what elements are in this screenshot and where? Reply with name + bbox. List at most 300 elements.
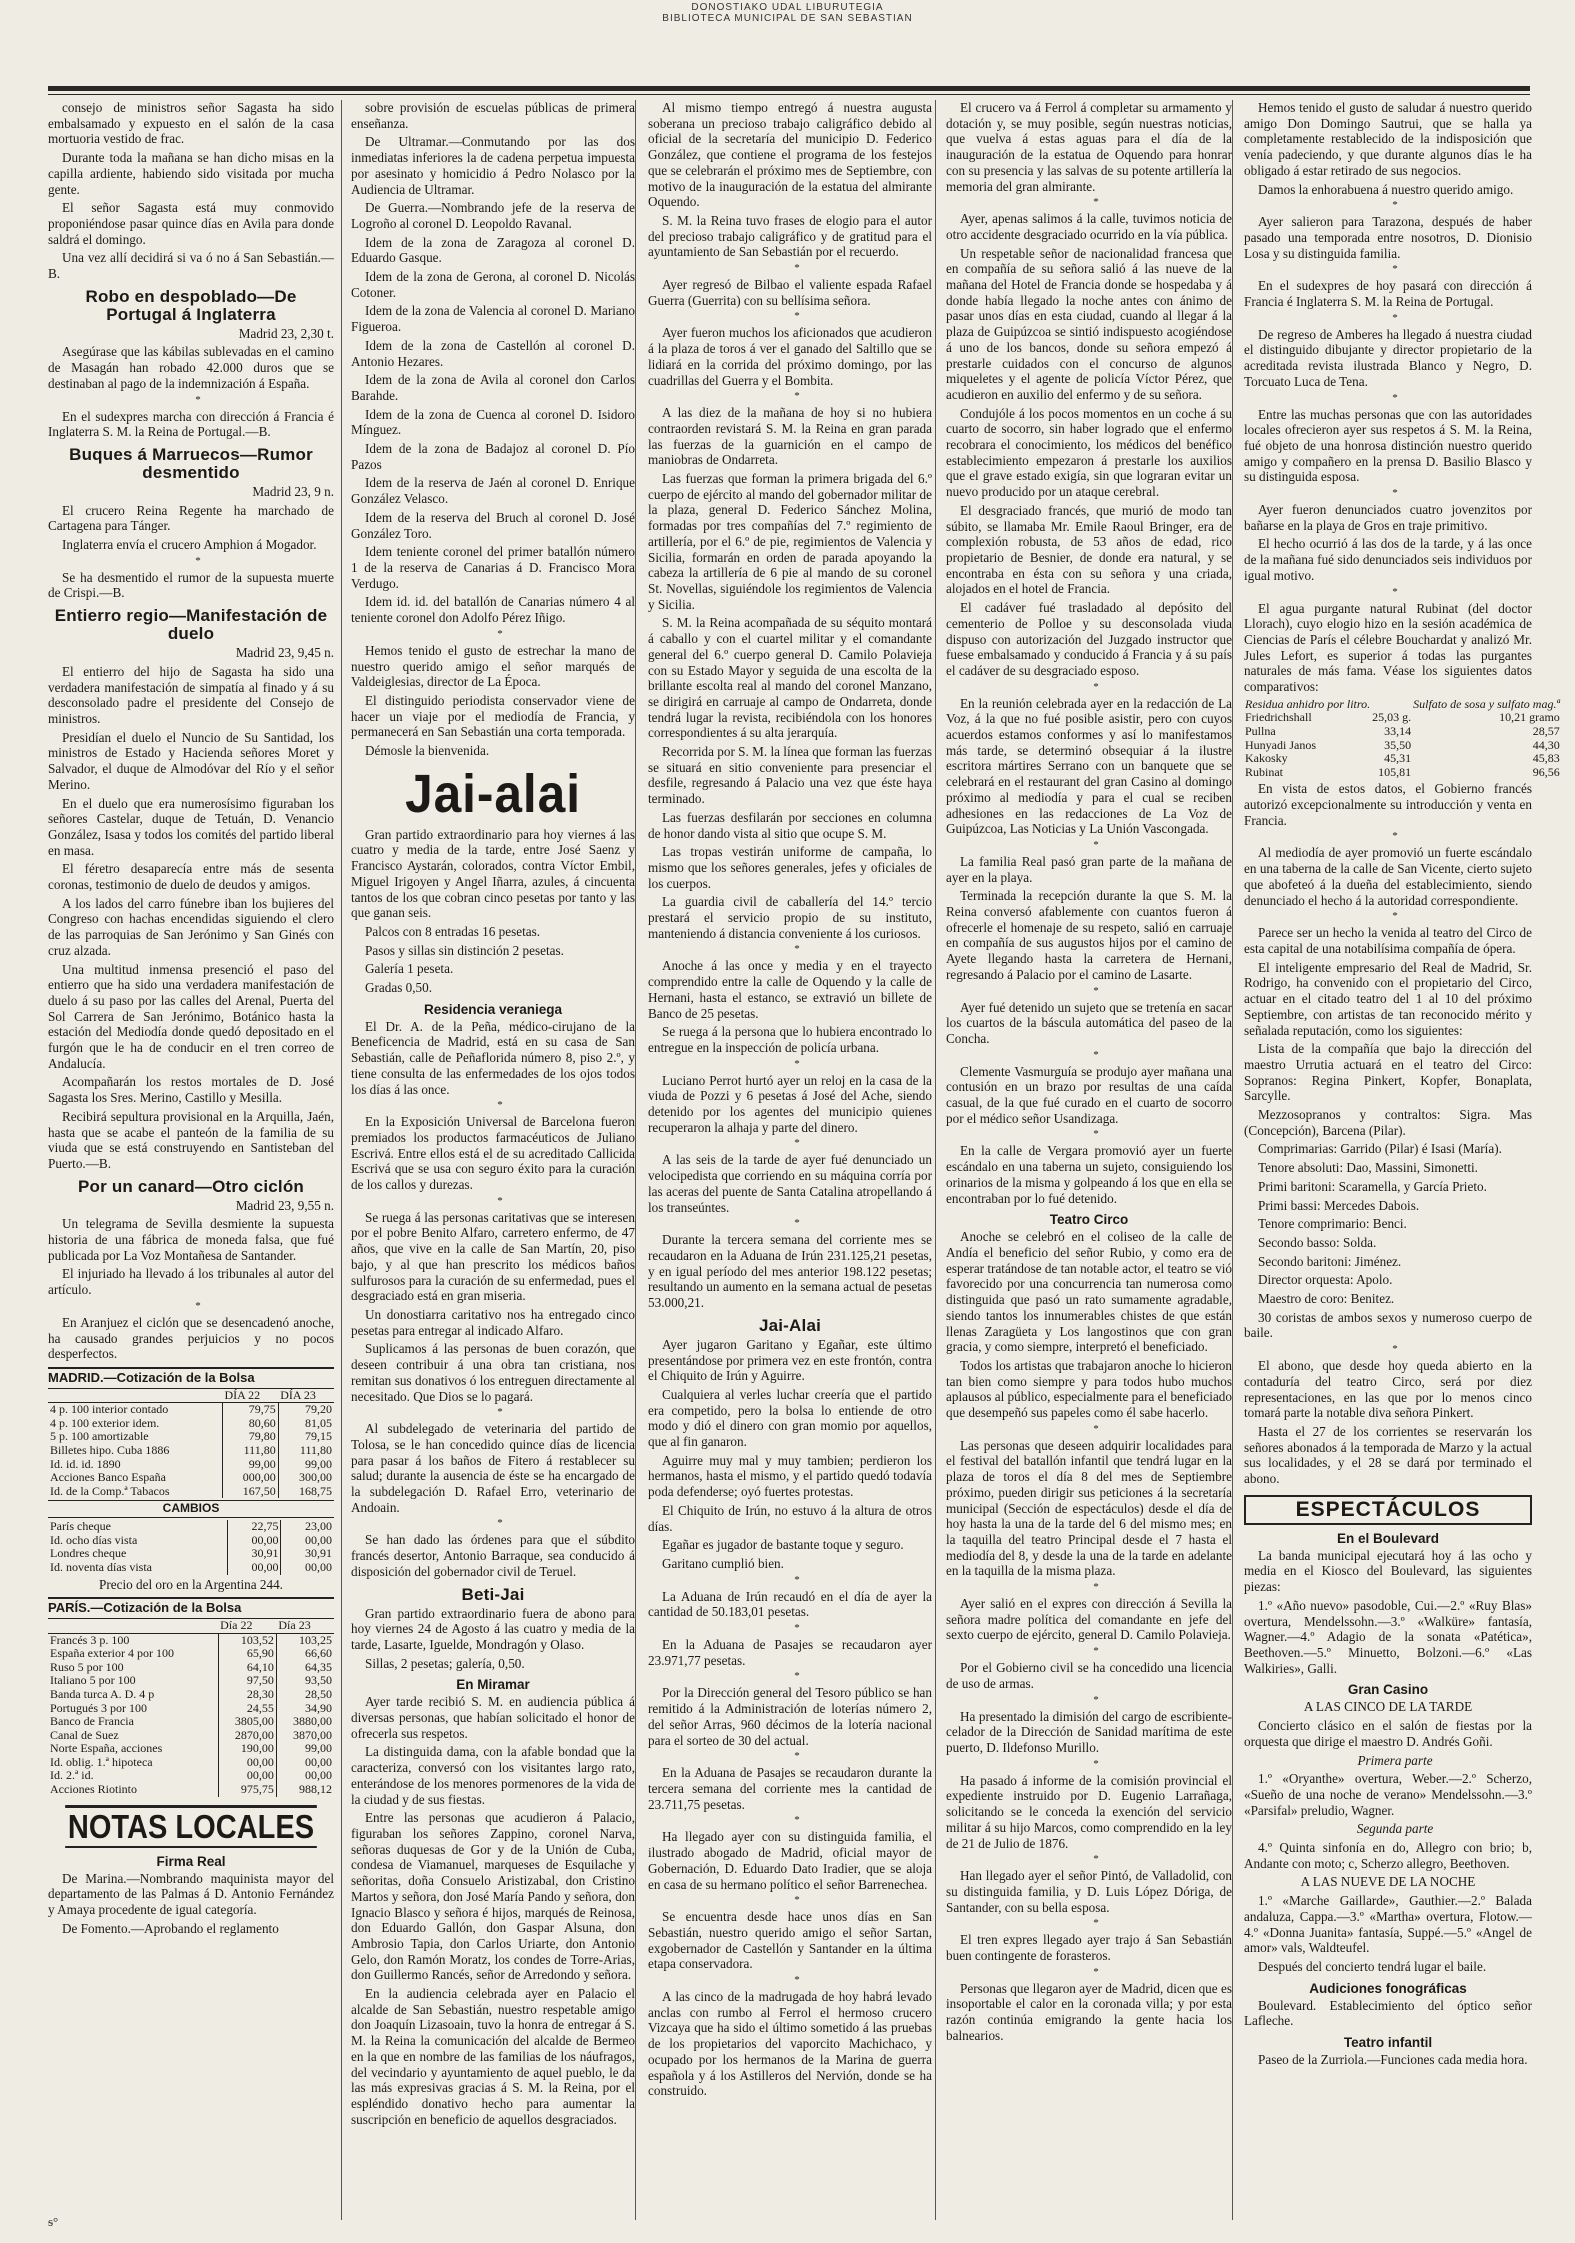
paragraph: Presidían el duelo el Nuncio de Su Santidad, los ministros de Estado y Hacienda señores Moret y Salvador, el duque de Almodóvar del Río y el señor Merino.	[48, 729, 334, 792]
paragraph: Gran partido extraordinario para hoy viernes á las cuatro y media de la tarde, entre José Saenz y Francisco Aystarán, colorados, contra Víctor Embil, Miguel Irigoyen y Angel Iñarra, azules, á cincuenta tantos de los que cobran cinco pesetas por tanto y las que ganan seis.	[351, 826, 635, 921]
paris-quote-row	[48, 1702, 334, 1716]
paragraph: Hasta el 27 de los corrientes se reservarán los señores abonados á la temporada de Marzo y la actual sus localidades, y el 28 se dará por terminado el abono.	[1244, 1423, 1532, 1487]
water-row	[1244, 739, 1561, 753]
paris-column-header: Día 22	[218, 1618, 276, 1633]
row-label: España exterior 4 por 100	[50, 1646, 174, 1661]
paragraph: Sillas, 2 pesetas; galería, 0,50.	[365, 1655, 525, 1671]
paragraph: Asegúrase que las kábilas sublevadas en el camino de Masagán han robado 42.000 duros que se destinaban al pago de la indemnización á España.	[48, 344, 334, 391]
paragraph: Terminada la recepción durante la que S. M. la Reina conversó afablemente con cuantos fueron á ofrecerle el homenaje de su respeto, salió en carruaje en compañía de sus augustos hijos por el camino de Ayete llegando hasta la carretera de Hernani, regresando á Palacio por el camino de Lasarte.	[946, 888, 1232, 982]
paragraph: Ayer fueron muchos los aficionados que acudieron á la plaza de toros á ver el ganado del Saltillo que se lidiará en la corrida del próximo domingo, por las cuadrillas del Guerra y el Bombita.	[648, 325, 932, 388]
row-value: 97,50	[218, 1674, 276, 1688]
paragraph: Damos la enhorabuena á nuestro querido amigo.	[1258, 181, 1514, 197]
paragraph: Entre las personas que acudieron á Palacio, figuraban los señores Zappino, coronel Narva, señoras duquesas de Gor y de la Unión de Cuba, condesa de Viamanuel, marqueses de Esquilache y señoritas, doña Consuelo Aristizabal, don Cristino Martos y señora, don José María Pando y señora, don Ignacio Blasco y señora é hijos, marqués de Reinosa, don Eduardo Gallón, don Gaspar Alsuna, don Ambrosio Tapia, don Carlos Uriarte, don Antonio Gelo, don Ramón Moratz, los condes de Torre-Arias, don Guillermo Rancés, señor de Arredondo y señora.	[351, 1810, 635, 1983]
paragraph: Se ha desmentido el rumor de la supuesta muerte de Crispi.—B.	[48, 569, 334, 601]
row-label: Londres cheque	[50, 1546, 127, 1561]
paragraph: La familia Real pasó gran parte de la mañana de ayer en la playa.	[946, 853, 1232, 885]
row-value: 80,60	[222, 1417, 278, 1431]
madrid-bolsa-title: MADRID.—Cotización de la Bolsa	[48, 1367, 334, 1386]
paragraph: S. M. la Reina tuvo frases de elogio para el autor del precioso trabajo caligráfico y de gratitud para el ayuntamiento de San Sebastián por el recuerdo.	[648, 212, 932, 260]
madrid-column-header: DÍA 22	[222, 1388, 278, 1403]
paragraph: Todos los artistas que trabajaron anoche lo hicieron tan bien como siempre y para todos hubo muchos aplausos al público, especialmente para el beneficiado que desempeñó sus papeles como él sabe hacerlo.	[946, 1357, 1232, 1421]
subheading: Teatro Circo	[1049, 1212, 1129, 1228]
row-value: 22,75	[227, 1520, 281, 1534]
row-value: 975,75	[218, 1783, 276, 1797]
row-value: 79,20	[278, 1403, 334, 1417]
water-value: 105,81	[1378, 764, 1412, 779]
asterism: *	[497, 1517, 503, 1530]
paragraph: Lista de la compañía que bajo la dirección del maestro Urrutia actuará en el teatro del Circo: Sopranos: Regina Pinkert, Kopfer, Bonaplata, Sarcylle.	[1244, 1041, 1532, 1104]
paragraph: Primi baritoni: Scaramella, y García Prieto.	[1258, 1178, 1487, 1194]
row-value: 30,91	[281, 1547, 334, 1561]
paragraph: Hemos tenido el gusto de estrechar la mano de nuestro querido amigo el señor marqués de Valdeiglesias, director de La Época.	[351, 642, 635, 690]
paragraph: Gran partido extraordinario fuera de abono para hoy viernes 24 de Agosto á las cuatro y media de la tarde, Lasarte, Iguelde, Mondragón y Olaso.	[351, 1605, 635, 1652]
row-value: 190,00	[218, 1742, 276, 1756]
paragraph: El crucero va á Ferrol á completar su armamento y dotación y, se muy posible, según nuestras noticias, que vuelva á estas aguas para el día de la inauguración de la estatua de Oquendo para honrar con su presencia y las salvas de su potente artillería la memoria del gran almirante.	[946, 100, 1232, 194]
stamp-line-1: DONOSTIAKO UDAL LIBURUTEGIA	[691, 2, 884, 13]
water-row	[1244, 711, 1561, 725]
paragraph: Primi bassi: Mercedes Dabois.	[1258, 1197, 1420, 1213]
row-value: 34,90	[276, 1702, 334, 1716]
water-value: 45,83	[1532, 751, 1560, 766]
asterism: *	[1392, 1343, 1398, 1356]
column-1	[48, 100, 334, 2225]
paragraph: Las fuerzas desfilarán por secciones en columna de honor dando vista al sitio que ocupe S. M.	[648, 809, 932, 841]
paragraph: Idem de la zona de Gerona, al coronel D. Nicolás Cotoner.	[351, 269, 635, 300]
paragraph: Pasos y sillas sin distinción 2 pesetas.	[365, 942, 564, 958]
paris-bolsa-table	[48, 1618, 334, 1797]
asterism: *	[794, 1137, 800, 1150]
subheading: Firma Real	[156, 1853, 226, 1869]
asterism: *	[1093, 1693, 1099, 1706]
paragraph: Un respetable señor de nacionalidad francesa que en compañía de su señora salió á las nueve de la mañana del Hotel de Francia donde se hospedaba y á donde había llegado la noche antes con ánimo de pasar unos días en esta ciudad, cuando al llegar á la plaza de Guipúzcoa se sintió indispuesto acogiéndose á uno de los bancos, donde su señora empezó á prestarle cuidados con el concurso de algunos miqueletes y el agente de policía Víctor Pérez, que acudieron en auxilio del enfermo y de su señora.	[946, 245, 1232, 402]
row-label: 5 p. 100 amortizable	[50, 1429, 149, 1444]
row-value: 24,55	[218, 1702, 276, 1716]
water-value: 45,31	[1384, 751, 1412, 766]
paragraph: 30 coristas de ambos sexos y numeroso cuerpo de baile.	[1244, 1309, 1532, 1341]
paragraph: Tenore comprimario: Benci.	[1258, 1216, 1407, 1232]
paragraph: Por la Dirección general del Tesoro público se han remitido á la Administración de loterías número 2, del señor Arras, 960 décimos de la lotería nacional para el sorteo de 30 del actual.	[648, 1685, 932, 1748]
paragraph: Concierto clásico en el salón de fiestas por la orquesta que dirige el maestro D. Andrés Goñi.	[1244, 1718, 1532, 1749]
asterism: *	[794, 1622, 800, 1635]
row-label: Canal de Suez	[50, 1727, 119, 1742]
subheading: Audiciones fonográficas	[1309, 1980, 1467, 1996]
paragraph: Al mediodía de ayer promovió un fuerte escándalo en una taberna de la calle de San Vicente, cierto sujeto que abofeteó á la dueña del establecimiento, siendo denunciado el hecho á la autoridad correspondiente.	[1244, 845, 1532, 908]
precio-oro: Precio del oro en la Argentina 244.	[99, 1576, 283, 1592]
water-row	[1244, 752, 1561, 766]
paragraph: En la calle de Vergara promovió ayer un fuerte escándalo en una taberna un sujeto, consiguiendo los orinarios de la misma y golpeando á los que en ella se encontraban por lo fué detenido.	[946, 1143, 1232, 1206]
row-value: 00,00	[227, 1561, 281, 1575]
paragraph: Una multitud inmensa presenció el paso del entierro que ha sido una verdadera manifestación de duelo á su paso por las calles del Arenal, Puerta del Sol Carrera de San Jerónimo, Botánico hasta la estación del Mediodía donde quedó depositado en el furgón que le ha de conducir en el tren correo de Andalucía.	[48, 961, 334, 1071]
paragraph: Palcos con 8 entradas 16 pesetas.	[365, 923, 541, 939]
paragraph: El cadáver fué trasladado al depósito del cementerio de Polloe y su desconsolada viuda dispuso con autorización del Juzgado instructor que fuese embalsamado y conducido á Francia y á su país el cadáver de su desgraciado esposo.	[946, 600, 1232, 678]
row-value: 103,52	[218, 1633, 276, 1647]
row-label: 4 p. 100 interior contado	[50, 1402, 169, 1417]
row-label: Acciones Banco España	[50, 1470, 166, 1485]
page-folio: ᵴ°	[48, 2214, 59, 2229]
paris-quote-row	[48, 1674, 334, 1688]
top-rule	[48, 86, 1530, 91]
row-value: 99,00	[276, 1742, 334, 1756]
paragraph: El crucero Reina Regente ha marchado de Cartagena para Tánger.	[48, 502, 334, 534]
subheading: Gran Casino	[1347, 1682, 1429, 1698]
row-value: 30,91	[227, 1547, 281, 1561]
asterism: *	[195, 393, 201, 406]
asterism: *	[1392, 199, 1398, 212]
paragraph: La banda municipal ejecutará hoy á las ocho y media en el Kiosco del Boulevard, las siguientes piezas:	[1244, 1547, 1532, 1595]
paragraph: En el sudexpres marcha con dirección á Francia é Inglaterra S. M. la Reina de Portugal.—B.	[48, 408, 334, 440]
paragraph: El señor Sagasta está muy conmovido proponiéndose pasar quince días en Avila para donde saldrá el domingo.	[48, 200, 334, 247]
paragraph: De Guerra.—Nombrando jefe de la reserva de Logroño al coronel D. Leopoldo Ravanal.	[351, 200, 635, 231]
paragraph: Idem de la zona de Avila al coronel don Carlos Barahde.	[351, 372, 635, 403]
paragraph: Ayer salió en el expres con dirección á Sevilla la señora madre política del comandante en jefe del sexto cuerpo de ejército, general D. Camilo Polavieja.	[946, 1596, 1232, 1643]
paragraph: El desgraciado francés, que murió de modo tan súbito, se llamaba Mr. Emile Raoul Bringer, era de complexión robusta, de 53 años de edad, rico propietario de Besnier, de donde era natural, y se encontraba en ésta con su señora y una criada, alojados en el hotel de Francia.	[946, 502, 1232, 597]
paris-quote-row	[48, 1688, 334, 1702]
column-4	[946, 100, 1232, 2225]
water-row	[1244, 766, 1561, 780]
row-label: Banco de Francia	[50, 1714, 134, 1729]
water-value: 35,50	[1384, 737, 1412, 752]
paragraph: Idem id. id. del batallón de Canarias número 4 al teniente coronel don Adolfo Pérez Iñigo.	[351, 594, 635, 626]
water-name: Hunyadi Janos	[1245, 737, 1316, 752]
water-header-residuo: Residua anhidro por litro.	[1245, 696, 1371, 711]
row-value: 3880,00	[276, 1715, 334, 1729]
paragraph: Las personas que deseen adquirir localidades para el festival del batallón infantil que tendrá lugar en la plaza de toros el día 8 del mes de Septiembre próximo, pueden dirigir sus peticiones á la secretaría municipal (Sección de espectáculos) desde el día de hoy hasta la una de la tarde del 6 del mismo mes; en la taquilla del teatro Principal desde el 7 hasta el mediodía del 8, y desde la una de la tarde en adelante en la taquilla de la misma plaza.	[946, 1437, 1232, 1579]
paragraph: Después del concierto tendrá lugar el baile.	[1258, 1958, 1487, 1974]
asterism: *	[794, 390, 800, 403]
paragraph: Ayer regresó de Bilbao el valiente espada Rafael Guerra (Guerrita) con su bellísima señora.	[648, 277, 932, 308]
row-value: 65,90	[218, 1647, 276, 1661]
paragraph: Idem de la reserva de Jaén al coronel D. Enrique González Velasco.	[351, 475, 635, 507]
paragraph: Luciano Perrot hurtó ayer un reloj en la casa de la viuda de Pozzi y 6 pesetas á José del Ache, siendo detenido por los agentes del municipio quienes recuperaron la alhaja y parte del dinero.	[648, 1072, 932, 1135]
water-name: Kakosky	[1245, 751, 1288, 766]
paragraph: Idem de la zona de Valencia al coronel D. Mariano Figueroa.	[351, 303, 635, 335]
paragraph: Anoche á las once y media y en el trayecto comprendido entre la calle de Oquendo y la calle de Hernani, hasta el estanco, se extravió un billete de Banco de 25 pesetas.	[648, 958, 932, 1021]
row-value: 00,00	[281, 1534, 334, 1548]
paragraph: En la audiencia celebrada ayer en Palacio el alcalde de San Sebastián, nuestro respetable amigo don Joaquín Lizasoain, tuvo la honra de entregar á S. M. la Reina la comunicación del alcalde de Bermeo en la que en nombre de las familias de los náufragos, del vecindario y ayuntamiento de aquel pueblo, le da las más expresivas gracias á S. M. la Reina, por el espléndido donativo hecho para aumentar la suscripción en beneficio de aquellos desgraciados.	[351, 1986, 635, 2127]
paragraph: Idem de la zona de Castellón al coronel D. Antonio Hezares.	[351, 337, 635, 369]
paragraph: Idem teniente coronel del primer batallón número 1 de la reserva de Canarias á D. Francisco Mora Verdugo.	[351, 544, 635, 591]
row-label: Id. noventa días vista	[50, 1559, 152, 1574]
asterism: *	[497, 1194, 503, 1207]
asterism: *	[794, 1974, 800, 1987]
paragraph: En la Exposición Universal de Barcelona fueron premiados los productos farmacéuticos de Juliano Escrivá. Entre ellos está el de su acreditado Callicida Escrivá que se usa con seguro éxito para la curación de los callos y durezas.	[351, 1114, 635, 1193]
row-label: Billetes hipo. Cuba 1886	[50, 1443, 170, 1458]
part-heading: Segunda parte	[1356, 1821, 1434, 1837]
paris-quote-row	[48, 1715, 334, 1729]
paragraph: A las diez de la mañana de hoy si no hubiera contraorden revistará S. M. la Reina en gran parada las fuerzas de la guarnición en el campo de maniobras de Ondarreta.	[648, 405, 932, 468]
paragraph: La Aduana de Irún recaudó en el día de ayer la cantidad de 50.183,01 pesetas.	[648, 1588, 932, 1620]
paragraph: Tenore absoluti: Dao, Massini, Simonetti.	[1258, 1160, 1478, 1176]
top-rule-thin	[48, 94, 1530, 95]
paris-quote-row	[48, 1729, 334, 1743]
paragraph: Director orquesta: Apolo.	[1258, 1272, 1393, 1288]
paragraph: Parece ser un hecho la venida al teatro del Circo de esta capital de una notabilísima compañía de ópera.	[1244, 925, 1532, 956]
madrid-column-header: DÍA 23	[278, 1388, 334, 1403]
asterism: *	[794, 1670, 800, 1683]
row-value: 988,12	[276, 1783, 334, 1797]
madrid-quote-row	[48, 1417, 334, 1431]
paragraph: Ayer salieron para Tarazona, después de haber pasado una temporada entre nosotros, D. Dionisio Losa y su distinguida familia.	[1244, 214, 1532, 261]
asterism: *	[1093, 1581, 1099, 1594]
row-value: 00,00	[276, 1769, 334, 1783]
asterism: *	[1093, 1853, 1099, 1866]
asterism: *	[1093, 1757, 1099, 1770]
dateline: Madrid 23, 9,55 n.	[235, 1197, 334, 1213]
row-label: Id. oblig. 1.ª hipoteca	[50, 1754, 153, 1769]
paragraph: Gradas 0,50.	[365, 980, 433, 996]
row-value: 64,10	[218, 1661, 276, 1675]
asterism: *	[497, 627, 503, 640]
row-label: Italiano 5 por 100	[50, 1673, 136, 1688]
paragraph: Mezzosopranos y contraltos: Sigra. Mas (Concepción), Barcena (Pilar).	[1244, 1107, 1532, 1138]
paragraph: La guardia civil de caballería del 14.º tercio prestará el servicio propio de su instituto, manteniendo á distancia conveniente á los curiosos.	[648, 894, 932, 941]
paragraph: Una vez allí decidirá si va ó no á San Sebastián.—B.	[48, 250, 334, 282]
paris-quote-row	[48, 1647, 334, 1661]
paragraph: Cualquiera al verles luchar creería que el partido era competido, pero la bolsa lo entiende de otro modo y dió el dinero con gran momio por aquellos, que al fin ganaron.	[648, 1386, 932, 1450]
asterism: *	[1093, 1048, 1099, 1061]
columns	[48, 100, 1560, 2225]
paragraph: A los lados del carro fúnebre iban los bujieres del Congreso con hachas encendidas siguiendo el clero de las parroquias de San Jerónimo y San Ginés con cruz alzada.	[48, 895, 334, 958]
madrid-quote-row	[48, 1403, 334, 1417]
cambios-title: CAMBIOS	[48, 1500, 334, 1518]
row-value: 3805,00	[218, 1715, 276, 1729]
dateline: Madrid 23, 2,30 t.	[238, 325, 334, 341]
column-2	[351, 100, 635, 2225]
paragraph: El abono, que desde hoy queda abierto en la contaduría del teatro Circo, será por diez representaciones, en las que por lo menos cinco tomará parte la notable diva señora Pinkert.	[1244, 1358, 1532, 1421]
water-name: Pullna	[1245, 723, 1276, 738]
headline: Beti-Jai	[461, 1584, 525, 1604]
asterism: *	[1093, 1645, 1099, 1658]
row-label: Id. id. id. 1890	[50, 1456, 121, 1471]
paragraph: sobre provisión de escuelas públicas de primera enseñanza.	[351, 100, 635, 131]
water-value: 10,21 gramo	[1499, 710, 1560, 725]
asterism: *	[1392, 910, 1398, 923]
row-value: 103,25	[276, 1633, 334, 1647]
paris-quote-row	[48, 1742, 334, 1756]
asterism: *	[1392, 830, 1398, 843]
jai-alai-title: Jai-alai	[405, 763, 581, 824]
madrid-bolsa-table	[48, 1388, 334, 1499]
asterism: *	[497, 1406, 503, 1419]
paragraph: Paseo de la Zurriola.—Funciones cada media hora.	[1258, 2052, 1528, 2068]
asterism: *	[1093, 680, 1099, 693]
asterism: *	[1093, 984, 1099, 997]
water-value: 96,56	[1532, 764, 1560, 779]
paragraph: El distinguido periodista conservador viene de hacer un viaje por el mediodía de Francia, y permanecerá en San Sebastián una corta temporada.	[351, 692, 635, 740]
asterism: *	[1392, 391, 1398, 404]
asterism: *	[794, 1814, 800, 1827]
row-value: 99,00	[278, 1458, 334, 1472]
asterism: *	[1093, 838, 1099, 851]
paragraph: El hecho ocurrió á las dos de la tarde, y á las once de la mañana fué sido denunciados seis individuos por igual motivo.	[1244, 536, 1532, 583]
paragraph: A las seis de la tarde de ayer fué denunciado un velocipedista que corriendo en su máquina corría por las aceras del puente de Santa Catalina atropellando á los transeúntes.	[648, 1152, 932, 1215]
paragraph: Un telegrama de Sevilla desmiente la supuesta historia de una fábrica de moneda falsa, que fué publicada por La Voz Montañesa de Santander.	[48, 1216, 334, 1263]
paragraph: En el sudexpres de hoy pasará con dirección á Francia é Inglaterra S. M. la Reina de Portugal.	[1244, 278, 1532, 310]
row-label: Norte España, acciones	[50, 1741, 163, 1756]
paragraph: Ayer jugaron Garitano y Egañar, este último presentándose por primera vez en este frontón, contra el Chiquito de Irún y Aguirre.	[648, 1336, 932, 1384]
paragraph: El féretro desaparecía entre más de sesenta coronas, testimonio de duelo de deudos y amigos.	[48, 861, 334, 893]
paragraph: El injuriado ha llevado á los tribunales al autor del artículo.	[48, 1266, 334, 1298]
row-value: 111,80	[278, 1444, 334, 1458]
paragraph: Aguirre muy mal y muy tambien; perdieron los hermanos, hasta el mismo, y el partido quedó todavía poda defenderse; oyó fuertes protestas.	[648, 1452, 932, 1500]
cambios-row	[48, 1547, 334, 1561]
paris-bolsa-title: PARÍS.—Cotización de la Bolsa	[48, 1597, 334, 1616]
paragraph: Idem de la reserva del Bruch al coronel D. José González Toro.	[351, 509, 635, 541]
time-heading: A LAS NUEVE DE LA NOCHE	[1300, 1874, 1476, 1890]
headline: Jai-Alai	[758, 1315, 822, 1335]
paragraph: Durante la tercera semana del corriente mes se recaudaron en la Aduana de Irún 231.125,21 pesetas, y en igual período del mes anterior 198.122 pesetas; resultando un aumento en la semana actual de pesetas 53.000,21.	[648, 1232, 932, 1311]
row-label: Ruso 5 por 100	[50, 1659, 124, 1674]
asterism: *	[1093, 1422, 1099, 1435]
water-name: Friedrichshall	[1245, 710, 1312, 725]
subheading: Residencia veraniega	[423, 1001, 563, 1017]
column-5	[1244, 100, 1560, 2225]
subheading: Teatro infantil	[1343, 2035, 1433, 2051]
paragraph: El tren expres llegado ayer trajo á San Sebastián buen contingente de forasteros.	[946, 1932, 1232, 1964]
row-label: Id. de la Comp.ª Tabacos	[50, 1483, 170, 1498]
cambios-row	[48, 1561, 334, 1575]
paragraph: Egañar es jugador de bastante toque y seguro.	[662, 1537, 904, 1553]
paragraph: Maestro de coro: Benitez.	[1258, 1291, 1395, 1307]
paris-quote-row	[48, 1661, 334, 1675]
cambios-row	[48, 1520, 334, 1534]
paragraph: En la Aduana de Pasajes se recaudaron ayer 23.971,77 pesetas.	[648, 1637, 932, 1668]
paragraph: Clemente Vasmurguía se produjo ayer mañana una contusión en un brazo por resultas de una caída casual, de la que fué curado en el cuarto de socorro por el médico señor Usandizaga.	[946, 1063, 1232, 1126]
paragraph: Boulevard. Establecimiento del óptico señor Lafleche.	[1244, 1997, 1532, 2029]
library-stamp	[0, 2, 1575, 24]
row-label: París cheque	[50, 1519, 111, 1534]
row-value: 168,75	[278, 1485, 334, 1499]
paragraph: Idem de la zona de Zaragoza al coronel D. Eduardo Gasque.	[351, 234, 635, 266]
row-value: 167,50	[222, 1485, 278, 1499]
asterism: *	[497, 1099, 503, 1112]
paragraph: Personas que llegaron ayer de Madrid, dicen que es insoportable el calor en la coronada villa; y por esta razón continúa emigrando la gente hacia los balnearios.	[946, 1980, 1232, 2043]
asterism: *	[794, 1750, 800, 1763]
paragraph: Démosle la bienvenida.	[365, 743, 490, 759]
paragraph: Condujóle á los pocos momentos en un coche á su cuarto de socorro, sin haber logrado que el enfermo recobrara el conocimiento, los médicos del benéfico establecimiento empezaron á prestarle los auxilios que el grave estado exigía, sin que lograran evitar un nuevo producido por un ataque cerebral.	[946, 405, 1232, 500]
espectaculos-title: ESPECTÁCULOS	[1244, 1495, 1532, 1525]
paragraph: Se han dado las órdenes para que el súbdito francés desertor, Antonio Barraque, sea conducido á disposición del gobernador civil de Teruel.	[351, 1532, 635, 1579]
row-value: 64,35	[276, 1661, 334, 1675]
column-3	[648, 100, 932, 2225]
asterism: *	[1093, 1965, 1099, 1978]
asterism: *	[1093, 1917, 1099, 1930]
headline: Entierro regio—Manifestación de duelo	[54, 606, 328, 644]
paragraph: De Fomento.—Aprobando el reglamento	[62, 1920, 279, 1936]
asterism: *	[1392, 487, 1398, 500]
row-value: 00,00	[276, 1756, 334, 1770]
row-value: 66,60	[276, 1647, 334, 1661]
paragraph: Por el Gobierno civil se ha concedido una licencia de uso de armas.	[946, 1660, 1232, 1691]
asterism: *	[195, 1299, 201, 1312]
paragraph: Idem de la zona de Badajoz al coronel D. Pío Pazos	[351, 441, 635, 472]
paris-quote-row	[48, 1756, 334, 1770]
time-heading: A LAS CINCO DE LA TARDE	[1303, 1699, 1473, 1715]
asterism: *	[794, 262, 800, 275]
paragraph: Ayer, apenas salimos á la calle, tuvimos noticia de otro accidente desgraciado ocurrido en la vía pública.	[946, 211, 1232, 242]
water-row	[1244, 725, 1561, 739]
paragraph: El agua purgante natural Rubinat (del doctor Llorach), cuyo elogio hizo en la sesión académica de Ciencias de París el célebre Bouchardat y analizó Mr. Jules Lefort, es superior á todas las purgantes naturales de más fama. Véase los siguientes datos comparativos:	[1244, 600, 1532, 695]
water-name: Rubinat	[1245, 764, 1283, 779]
paris-quote-row	[48, 1783, 334, 1797]
headline: Buques á Marruecos—Rumor desmentido	[69, 444, 313, 482]
paragraph: Garitano cumplió bien.	[662, 1555, 784, 1571]
paragraph: El entierro del hijo de Sagasta ha sido una verdadera manifestación de simpatía al finado y á su desconsolado padre el presidente del Consejo de ministros.	[48, 663, 334, 726]
paris-quote-row	[48, 1633, 334, 1647]
water-value: 44,30	[1532, 737, 1560, 752]
row-value: 93,50	[276, 1674, 334, 1688]
water-value: 25,03 g.	[1372, 710, 1412, 725]
asterism: *	[794, 1894, 800, 1907]
row-value: 00,00	[227, 1534, 281, 1548]
asterism: *	[794, 1057, 800, 1070]
row-value: 79,15	[278, 1430, 334, 1444]
row-label: Francés 3 p. 100	[50, 1632, 130, 1647]
row-value: 23,00	[281, 1520, 334, 1534]
madrid-quote-row	[48, 1458, 334, 1472]
paragraph: Al subdelegado de veterinaria del partido de Tolosa, se le han concedido quince días de licencia para pasar á los baños de Fitero á restablecer su salud; durante la ausencia de éste se ha encargado de la subdelegación D. Rafael Erro, veterinario de Andoain.	[351, 1421, 635, 1515]
paragraph: Entre las muchas personas que con las autoridades locales ofrecieron ayer sus respetos á S. M. la Reina, fué objeto de una honrosa distinción nuestro querido amigo y compañero en la prensa D. Basilio Blasco y su distinguida esposa.	[1244, 406, 1532, 485]
row-value: 28,50	[276, 1688, 334, 1702]
paragraph: Hemos tenido el gusto de saludar á nuestro querido amigo Don Domingo Sautrui, que se halla ya completamente restablecido de la indisposición que venía padeciendo, y que durante algunos días le ha obligado á estar retirado de sus negocios.	[1244, 100, 1532, 178]
madrid-quote-row	[48, 1485, 334, 1499]
paragraph: Secondo basso: Solda.	[1258, 1234, 1377, 1250]
asterism: *	[195, 554, 201, 567]
water-value: 33,14	[1384, 723, 1412, 738]
paragraph: Se ruega á la persona que lo hubiera encontrado lo entregue en la inspección de policía urbana.	[648, 1024, 932, 1055]
paragraph: Se ruega á las personas caritativas que se interesen por el pobre Benito Alfaro, carretero enfermo, de 47 años, que vive en la calle de San Martín, 20, piso bajo, y al que han prescrito los médicos baños sulfurosos para la curación de su enfermedad, pues el desgraciado está en gran miseria.	[351, 1209, 635, 1304]
water-header-sulfato: Sulfato de sosa y sulfato mag.ª	[1413, 696, 1560, 711]
paragraph: Idem de la zona de Cuenca al coronel D. Isidoro Mínguez.	[351, 406, 635, 438]
dateline: Madrid 23, 9,45 n.	[235, 645, 334, 661]
madrid-column-header	[48, 1388, 222, 1403]
paragraph: Inglaterra envía el crucero Amphion á Mogador.	[62, 537, 317, 553]
paragraph: 1.º «Marche Gaillarde», Gauthier.—2.º Balada andaluza, Cappa.—3.º «Martha» overtura, Flotow.—4.º «Donna Juanita» fantasía, Suppé.—5.º «Angel de amor» vals, Waldteufel.	[1244, 1893, 1532, 1956]
paragraph: Ayer fué detenido un sujeto que se tretenía en sacar los cuartos de la báscula automática del paseo de la Concha.	[946, 999, 1232, 1046]
part-heading: Primera parte	[1357, 1752, 1433, 1768]
paragraph: Un donostiarra caritativo nos ha entregado cinco pesetas para entregar al indicado Alfaro.	[351, 1307, 635, 1338]
water-value: 28,57	[1532, 723, 1560, 738]
paragraph: Las fuerzas que forman la primera brigada del 6.º cuerpo de ejército al mando del gobernador militar de la plaza, general D. Federico Sánchez Molina, formadas por tres compañías del 7.º regimiento de artillería, por el 6.º de pie, regimientos de Valencia y Sicilia, formarán en orden de parada apoyando la cabeza la artillería de 6 pie al mando de su coronel St. Novellas, siguiéndole los regimientos de Valencia y Sicilia.	[648, 471, 932, 612]
paragraph: Ha presentado la dimisión del cargo de escribiente-celador de la Dirección de Sanidad marítima de este puerto, D. Ildefonso Murillo.	[946, 1708, 1232, 1755]
dateline: Madrid 23, 9 n.	[252, 483, 334, 499]
paris-column-header	[48, 1618, 218, 1633]
row-label: Banda turca A. D. 4 p	[50, 1686, 155, 1701]
paragraph: S. M. la Reina acompañada de su séquito montará á caballo y con el cuartel militar y el comandante general del 6.º cuerpo general D. Camilo Polavieja con su Estado Mayor y seguida de una escolta de la brillante escolta real al mando del coronel Manzano, se dirigirá en carruaje al campo de Ondarreta, donde tendrá lugar la revista, recibiéndola con los honores correspondientes á su alta jerarquía.	[648, 615, 932, 741]
row-label: Id. 2.ª id.	[50, 1768, 94, 1783]
paragraph: 1.º «Oryanthe» overtura, Weber.—2.º Scherzo, «Sueño de una noche de verano» Mendelssohn.—3.º «Parsifal» preludio, Wagner.	[1244, 1771, 1532, 1818]
notas-locales-title: NOTAS LOCALES	[65, 1805, 317, 1848]
paragraph: Suplicamos á las personas de buen corazón, que deseen contribuir á una obra tan cristiana, nos remitan sus donativos ó los entreguen directamente al necesitado. Que Dios se lo pagará.	[351, 1341, 635, 1404]
asterism: *	[794, 943, 800, 956]
cambios-row	[48, 1534, 334, 1548]
asterism: *	[794, 1217, 800, 1230]
paragraph: Las tropas vestirán uniforme de campaña, lo mismo que los señores generales, jefes y oficiales de los cuerpos.	[648, 844, 932, 891]
row-value: 00,00	[218, 1769, 276, 1783]
paragraph: El Dr. A. de la Peña, médico-cirujano de la Beneficencia de Madrid, está en su casa de San Sebastián, calle de Peñaflorida número 8, piso 2.º, y tiene consulta de las enfermedades de los ojos todos los días á las once.	[351, 1018, 635, 1097]
row-value: 00,00	[218, 1756, 276, 1770]
paragraph: Han llegado ayer el señor Pintó, de Valladolid, con su distinguida familia, y D. Luis López Dóriga, de Santander, con su bella esposa.	[946, 1868, 1232, 1915]
paris-quote-row	[48, 1769, 334, 1783]
paragraph: En vista de estos datos, el Gobierno francés autorizó excepcionalmente su introducción y venta en Francia.	[1244, 781, 1532, 828]
paragraph: consejo de ministros señor Sagasta ha sido embalsamado y expuesto en el salón de la casa mortuoria vestido de frac.	[48, 100, 334, 147]
row-value: 300,00	[278, 1471, 334, 1485]
row-value: 81,05	[278, 1417, 334, 1431]
asterism: *	[1093, 1128, 1099, 1141]
asterism: *	[1392, 263, 1398, 276]
paragraph: Ayer fueron denunciados cuatro jovenzitos por bañarse en la playa de Gros en traje primitivo.	[1244, 502, 1532, 533]
paragraph: En Aranjuez el ciclón que se desencadenó anoche, ha causado grandes perjuicios y no pocos desperfectos.	[48, 1314, 334, 1362]
